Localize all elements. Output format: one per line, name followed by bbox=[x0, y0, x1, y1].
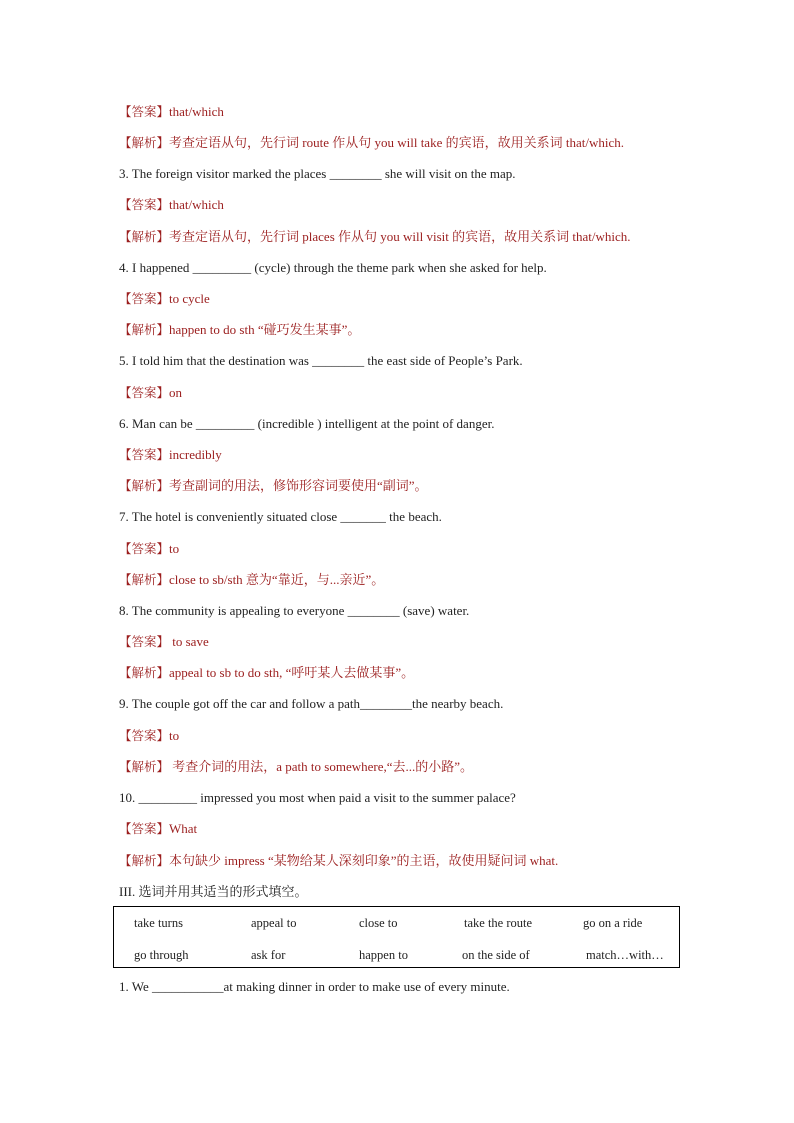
answer-line: 【答案】that/which bbox=[119, 197, 224, 212]
answer-line: 【答案】 to save bbox=[119, 634, 209, 649]
question-10: 10. _________ impressed you most when paid a visit to the summer palace? bbox=[119, 790, 516, 805]
analysis-line: 【解析】close to sb/sth 意为“靠近，与...亲近”。 bbox=[119, 572, 385, 587]
question-5: 5. I told him that the destination was ________ the east side of People’s Park. bbox=[119, 353, 523, 368]
question-7: 7. The hotel is conveniently situated close _______ the beach. bbox=[119, 509, 442, 524]
answer-line: 【答案】that/which bbox=[119, 104, 224, 119]
analysis-line: 【解析】考查副词的用法，修饰形容词要使用“副词”。 bbox=[119, 478, 428, 493]
analysis-line: 【解析】考查定语从句，先行词 route 作从句 you will take 的宾语，故用关系词 that/which. bbox=[119, 135, 624, 150]
section-heading: III. 选词并用其适当的形式填空。 bbox=[119, 884, 308, 899]
word-bank-box bbox=[113, 906, 680, 968]
answer-line: 【答案】to cycle bbox=[119, 291, 210, 306]
answer-line: 【答案】on bbox=[119, 385, 183, 400]
word-bank-item: go through bbox=[134, 948, 189, 962]
question-6: 6. Man can be _________ (incredible ) intelligent at the point of danger. bbox=[119, 416, 495, 431]
answer-line: 【答案】to bbox=[119, 728, 180, 743]
word-bank-item: close to bbox=[359, 916, 398, 930]
question-8: 8. The community is appealing to everyone ________ (save) water. bbox=[119, 603, 470, 618]
question-9: 9. The couple got off the car and follow a path________the nearby beach. bbox=[119, 696, 504, 711]
analysis-line: 【解析】本句缺少 impress “某物给某人深刻印象”的主语，故使用疑问词 what. bbox=[119, 853, 559, 868]
exercise-question-1: 1. We ___________at making dinner in order to make use of every minute. bbox=[119, 979, 510, 994]
word-bank-item: on the side of bbox=[462, 948, 530, 962]
question-4: 4. I happened _________ (cycle) through the theme park when she asked for help. bbox=[119, 260, 547, 275]
word-bank-item: take turns bbox=[134, 916, 183, 930]
word-bank-item: happen to bbox=[359, 948, 408, 962]
word-bank-item: match…with… bbox=[586, 948, 664, 962]
answer-line: 【答案】to bbox=[119, 541, 180, 556]
question-3: 3. The foreign visitor marked the places ________ she will visit on the map. bbox=[119, 166, 516, 181]
analysis-line: 【解析】 考查介词的用法，a path to somewhere,“去...的小路”。 bbox=[119, 759, 474, 774]
answer-line: 【答案】What bbox=[119, 821, 198, 836]
analysis-line: 【解析】考查定语从句，先行词 places 作从句 you will visit 的宾语，故用关系词 that/which. bbox=[119, 229, 631, 244]
word-bank-item: ask for bbox=[251, 948, 286, 962]
word-bank-item: take the route bbox=[464, 916, 533, 930]
word-bank-item: go on a ride bbox=[583, 916, 643, 930]
analysis-line: 【解析】appeal to sb to do sth, “呼吁某人去做某事”。 bbox=[119, 665, 415, 680]
answer-line: 【答案】incredibly bbox=[119, 447, 222, 462]
word-bank-item: appeal to bbox=[251, 916, 297, 930]
analysis-line: 【解析】happen to do sth “碰巧发生某事”。 bbox=[119, 322, 361, 337]
